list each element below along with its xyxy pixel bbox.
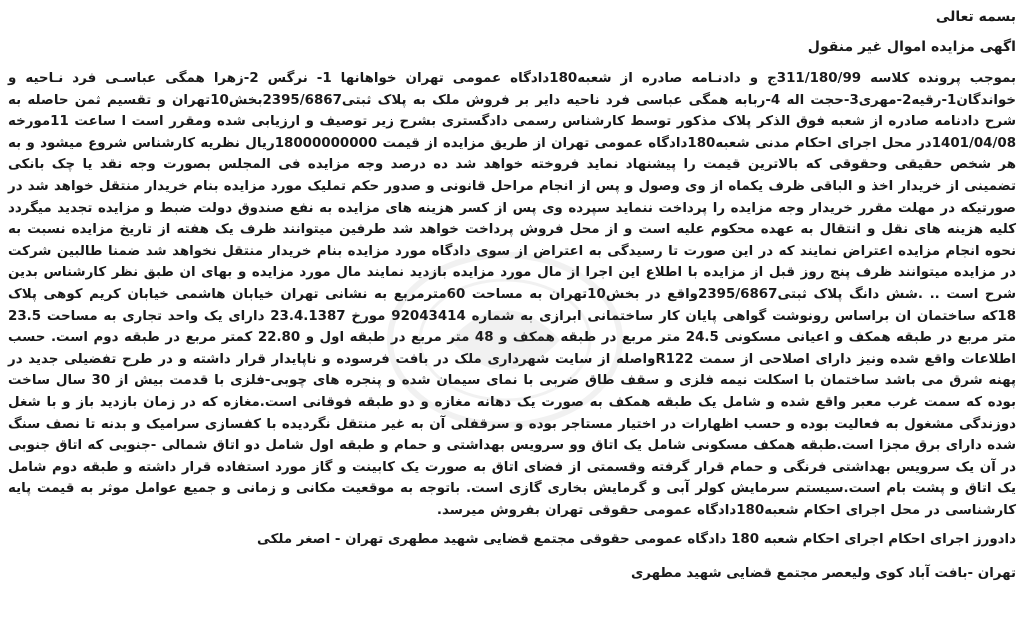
basmala-heading: بسمه تعالی [935,9,1016,25]
signature-line: دادورز اجرای احکام اجرای احکام شعبه 180 دادگاه عمومی حقوقی مجتمع قضایی شهید مطهری تهران - اصغر ملکی [257,532,1016,548]
notice-body-paragraph: بموجب پرونده کلاسه 311/180/99ج و دادنـامه صادره از شعبه180دادگاه عمومی تهران خواهانها 1- نرگس 2-زهرا همگی عباسـی فرد نـاحیه و خواندگان1-رقیه2-مهری3-حجت اله 4-ربابه همگی عباسی فرد ناحیه دایر بر فروش ملک به پلاک ثبتی2395/6867بخش10تهران و تقسیم ثمن حاصله به شرح دادنامه صادره از شعبه فوق الذکر پلاک مذکور توسط کارشناس رسمی دادگستری بشرح زیر توصیف و ارزیابی شده ومقرر است ا ساعت 11مورخه 1401/04/08در محل اجرای احکام مدنی شعبه180دادگاه عمومی تهران از طریق مزایده از قیمت 18000000000ریال نظریه کارشناس شروع میشود و به هر شخص حقیقی وحقوقی که بالاترین قیمت را پیشنهاد نماید فروخته خواهد شد ده درصد وجه مزایده فی المجلس بصورت وجه نقد یا چک بانکی تضمینی از خریدار اخذ و الباقی ظرف یکماه از وی وصول و پس از انجام مراحل قانونی و صدور حکم تملیک مورد مزایده بنام خریدار منتقل خواهد شد در صورتیکه در مهلت مقرر خریدار وجه مزایده را پرداخت ننماید سپرده وی پس از کسر هزینه های مزایده به نفع صندوق دولت ضبط و مزایده تجدید میگردد کلیه هزینه های نقل و انتقال به عهده محکوم علیه است و از محل فروش پرداخت خواهد شد طرفین میتوانند ظرف یک هفته از تاریخ مزایده نسبت به نحوه انجام مزایده اعتراض نمایند که در این صورت تا رسیدگی به اعتراض از سوی دادگاه مورد مزایده بنام خریدار منتقل نخواهد شد ضمنا طالبین شرکت در مزایده میتوانند ظرف پنج روز قبل از مزایده با اطلاع این اجرا از مال مورد مزایده بازدید نمایند مال مورد مزایده و بهای ان طبق نظر کارشناس بدین شرح است .. .شش دانگ پلاک ثبتی2395/6867واقع در بخش10تهران به مساحت 60مترمربع به نشانی تهران خیابان هاشمی خیابان کریم کوهی پلاک 18که ساختمان ان براساس رونوشت گواهی پایان کار ساختمانی ابرازی به شماره 92043414 مورخ 23.4.1387 دارای یک واحد تجاری به مساحت 23.5 متر مربع در طبقه همکف و اعیانی مسکونی 24.5 متر مربع در طبقه همکف و 48 متر مربع در طبقه اول و 22.80 کمتر مربع در طبقه دوم است. حسب اطلاعات واقع شده ونیز دارای اصلاحی از سمت R122واصله از سایت شهرداری ملک در بافت فرسوده و ناپایدار قرار داشته و در طرح تفضیلی جدید در پهنه شرق می باشد ساختمان با اسکلت نیمه فلزی و سقف طاق ضربی با نمای سیمان شده و پنجره های چوبی-فلزی با قدمت بیش از 30 سال ساخت بوده که سمت غرب معبر واقع شده و شامل یک طبقه همکف به صورت یک دهانه مغازه و دو طبقه فوقانی است.مغازه که در زمان بازدید باز و با شغل دوزندگی مشغول به فعالیت بوده و حسب اظهارات در اختیار مستاجر بوده و سرقفلی آن به غیر منتقل نگردیده با کفسازی سرامیک و بدنه تا نصف سنگ شده دارای برق مجزا است.طبقه همکف مسکونی شامل یک اتاق وو سرویس بهداشتی و حمام و طبقه اول شامل دو اتاق شمالی -جنوبی که اتاق جنوبی در آن یک سرویس بهداشتی فرنگی و حمام قرار گرفته وقسمتی از فضای اتاق به صورت یک کابینت و گاز مورد استفاده قرار داشته و طبقه دوم شامل یک اتاق و پشت بام است.سیستم سرمایش کولر آبی و گرمایش بخاری گازی است. باتوجه به موقعیت مکانی و زمانی و جمیع عوامل موثر به قیمت پایه کارشناسی در محل اجرای احکام شعبه180دادگاه عمومی حقوقی تهران بفروش میرسد. [8,71,1017,518]
address-line: تهران -بافت آباد کوی ولیعصر مجتمع قضایی شهید مطهری [630,566,1016,582]
notice-title: اگهی مزایده اموال غیر منقول [807,39,1016,55]
